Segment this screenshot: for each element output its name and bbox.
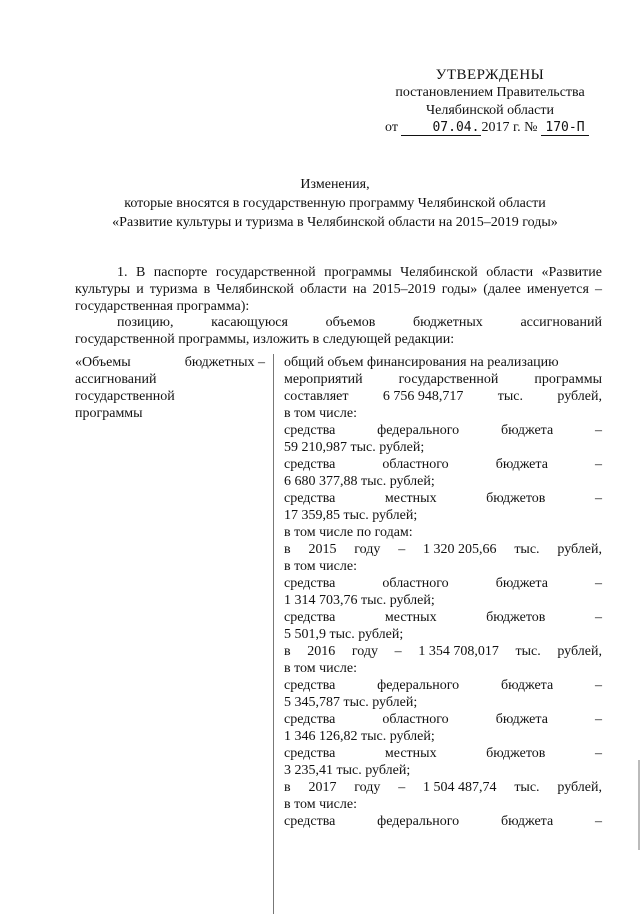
in-total-line: в том числе: [284, 406, 357, 421]
approval-title: УТВЕРЖДЕНЫ [435, 67, 545, 83]
federal-amount: 59 210,987 тыс. рублей; [284, 440, 425, 455]
dash: – [594, 457, 602, 472]
heading-line-3: «Развитие культуры и туризма в Челябинской области на 2015–2019 годы» [112, 215, 558, 230]
regional-line [284, 456, 602, 473]
regional-amount: 6 680 377,88 тыс. рублей; [284, 474, 435, 489]
paragraph-2-rest: государственной программы, изложить в следующей редакции: [75, 332, 455, 347]
word: бюджета [495, 457, 548, 472]
local-amount: 17 359,85 тыс. рублей; [284, 508, 418, 523]
word: позицию, [117, 315, 174, 330]
heading-line-2: которые вносятся в государственную программу Челябинской области [124, 196, 546, 211]
handwritten-date: 07.04. [401, 120, 481, 136]
year-2015-line [284, 541, 602, 558]
left-cell-line-1 [75, 354, 265, 371]
date-year: 2017 г. [481, 120, 521, 135]
word: рублей, [557, 780, 602, 795]
word: в [284, 542, 291, 557]
word: бюджетов [486, 491, 546, 506]
dash: – [594, 678, 602, 693]
dash: – [594, 576, 602, 591]
heading-line-1: Изменения, [300, 177, 370, 192]
word: мероприятий [284, 372, 363, 387]
word: бюджета [500, 423, 554, 438]
word: средства [284, 814, 336, 829]
local-amount: 5 501,9 тыс. рублей; [284, 627, 404, 642]
approval-line-2: Челябинской области [426, 103, 554, 118]
word: ассигнований [520, 315, 602, 330]
word: средства [284, 746, 336, 761]
dash: – [594, 712, 602, 727]
word: рублей, [557, 389, 602, 404]
year: 2016 [307, 644, 336, 659]
word: средства [284, 678, 336, 693]
local-line [284, 745, 602, 762]
word: государственной [398, 372, 499, 387]
paragraph-1: 1. В паспорте государственной программы Челябинской области «Развитие культуры и туризма в Челябинской области на 2015–2019 годы» (далее именуется – государственная программа): [75, 265, 602, 314]
dash: – [594, 423, 602, 438]
word: бюджетных [413, 315, 483, 330]
year-2016-line [284, 643, 602, 660]
word: бюджета [495, 576, 548, 591]
word: областного [382, 457, 449, 472]
word: федерального [377, 814, 460, 829]
year-amount: 1 504 487,74 [423, 780, 497, 795]
in-total-line: в том числе: [284, 559, 357, 574]
left-cell-line-4: программы [75, 406, 143, 421]
year-amount: 1 354 708,017 [418, 644, 499, 659]
word: средства [284, 457, 336, 472]
word: средства [284, 491, 336, 506]
approval-line-1: постановлением Правительства [395, 85, 585, 100]
word: тыс. [514, 542, 540, 557]
year-amount: 1 320 205,66 [423, 542, 497, 557]
word: программы [534, 372, 602, 387]
intro-line-1: общий объем финансирования на реализацию [284, 355, 559, 370]
regional-line [284, 575, 602, 592]
word: бюджета [500, 814, 554, 829]
word: касающуюся [211, 315, 288, 330]
in-total-line: в том числе: [284, 661, 357, 676]
regional-amount: 1 314 703,76 тыс. рублей; [284, 593, 435, 608]
word: областного [382, 576, 449, 591]
year: 2015 [308, 542, 337, 557]
local-line [284, 609, 602, 626]
intro-line-3 [284, 388, 602, 405]
word: местных [384, 746, 437, 761]
word: областного [382, 712, 449, 727]
table-divider [273, 354, 274, 914]
dash: – [394, 644, 402, 659]
table-right-cell [284, 354, 602, 830]
word: бюджета [495, 712, 548, 727]
regional-line [284, 711, 602, 728]
year: 2017 [308, 780, 337, 795]
paragraph-2 [75, 314, 602, 348]
word: в [284, 780, 291, 795]
table-left-cell [75, 354, 265, 422]
federal-line [284, 422, 602, 439]
federal-amount: 5 345,787 тыс. рублей; [284, 695, 418, 710]
word: федерального [377, 423, 460, 438]
total-amount: 6 756 948,717 [382, 389, 464, 404]
federal-line [284, 813, 602, 830]
word: рублей, [557, 542, 602, 557]
word: средства [284, 610, 336, 625]
dash: – [594, 746, 602, 761]
year-2017-line [284, 779, 602, 796]
approval-date-line [385, 120, 589, 136]
word: бюджета [500, 678, 554, 693]
left-cell-line-2: ассигнований [75, 372, 157, 387]
paragraph-2-first-line [75, 314, 602, 331]
federal-line [284, 677, 602, 694]
left-word: бюджетных – [184, 355, 265, 370]
approval-stamp [380, 66, 600, 120]
dash: – [594, 610, 602, 625]
word: году [354, 542, 381, 557]
word: средства [284, 576, 336, 591]
word: году [354, 780, 381, 795]
word: местных [384, 610, 437, 625]
word: бюджетов [486, 610, 546, 625]
word: средства [284, 423, 336, 438]
handwritten-number: 170-П [541, 120, 589, 136]
word: федерального [377, 678, 460, 693]
left-word: «Объемы [75, 355, 131, 370]
word: тыс. [497, 389, 523, 404]
by-years-line: в том числе по годам: [284, 525, 413, 540]
word: объемов [325, 315, 376, 330]
dash: – [594, 814, 602, 829]
local-amount: 3 235,41 тыс. рублей; [284, 763, 411, 778]
word: тыс. [514, 780, 540, 795]
left-cell-line-3: государственной [75, 389, 175, 404]
intro-line-2 [284, 371, 602, 388]
word: тыс. [515, 644, 541, 659]
word: в [284, 644, 291, 659]
word: рублей, [557, 644, 602, 659]
word: составляет [284, 389, 349, 404]
date-prefix: от [385, 120, 398, 135]
regional-amount: 1 346 126,82 тыс. рублей; [284, 729, 435, 744]
word: средства [284, 712, 336, 727]
number-prefix: № [524, 120, 538, 135]
word: местных [384, 491, 437, 506]
in-total-line: в том числе: [284, 797, 357, 812]
local-line [284, 490, 602, 507]
dash: – [398, 780, 406, 795]
word: бюджетов [486, 746, 546, 761]
word: году [351, 644, 379, 659]
dash: – [594, 491, 602, 506]
document-heading [70, 175, 600, 232]
dash: – [398, 542, 406, 557]
